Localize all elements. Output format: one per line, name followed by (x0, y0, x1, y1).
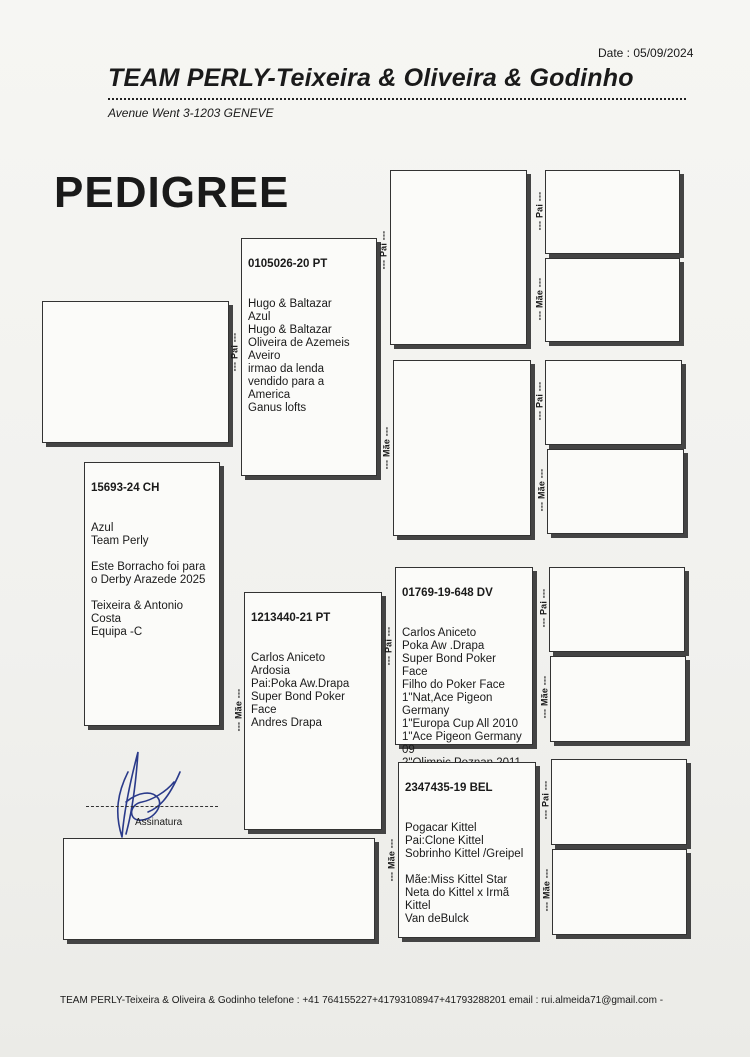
dam-box (244, 592, 382, 830)
subject-ring-number: 15693-24 CH (91, 482, 160, 494)
title-divider (108, 98, 686, 100)
ggp-box-2 (545, 258, 680, 342)
subject-box (84, 462, 220, 726)
ggp-7-pai-label: --- Pai --- (540, 780, 551, 820)
dam-sire-details: Carlos Aniceto Poka Aw .Drapa Super Bond Poker Face Filho do Poker Face 1"Nat,Ace Pigeon Germany 1"Europa Cup All 2010 1"Ace Pigeon Germany 09 (402, 627, 522, 756)
ggp-1-pai-label: --- Pai --- (534, 191, 545, 231)
ggp-6-mae-label: --- Mãe --- (539, 675, 550, 719)
team-address: Avenue Went 3-1203 GENEVE (108, 106, 274, 120)
dam-sire-pai-label: --- Pai --- (383, 626, 394, 666)
dam-dam-box (398, 762, 536, 938)
dam-ring-number: 1213440-21 PT (251, 612, 331, 624)
dam-sire-text (402, 574, 528, 770)
footer-contact: TEAM PERLY-Teixeira & Oliveira & Godinho telefone : +41 764155227+41793108947+41793288201 email : rui.almeida71@gmail.com - (60, 995, 664, 1006)
ggp-box-3 (545, 360, 682, 445)
dam-dam-ring-number: 2347435-19 BEL (405, 782, 493, 794)
sire-sire-pai-label: --- Pai --- (378, 230, 389, 270)
sire-dam-mae-label: --- Mãe --- (381, 426, 392, 470)
handwritten-signature (108, 742, 188, 846)
dam-mae-label: --- Mãe --- (233, 688, 244, 732)
sire-sire-box (390, 170, 527, 345)
subject-text (91, 469, 215, 639)
notes-box (63, 838, 375, 940)
team-title: TEAM PERLY-Teixeira & Oliveira & Godinho (108, 64, 634, 92)
ggp-3-pai-label: --- Pai --- (534, 381, 545, 421)
dam-sire-ring-number: 01769-19-648 DV (402, 587, 493, 599)
ggp-2-mae-label: --- Mãe --- (534, 277, 545, 321)
pedigree-heading: PEDIGREE (54, 168, 290, 217)
ggp-box-1 (545, 170, 680, 254)
print-date: Date : 05/09/2024 (598, 46, 694, 60)
sire-text (248, 245, 372, 415)
ggp-8-mae-label: --- Mãe --- (541, 868, 552, 912)
ggp-4-mae-label: --- Mãe --- (536, 468, 547, 512)
ggp-box-8 (552, 849, 687, 935)
sire-pai-label: --- Pai --- (229, 332, 240, 372)
ggp-5-pai-label: --- Pai --- (538, 588, 549, 628)
ggp-box-4 (547, 449, 684, 534)
dam-details: Carlos Aniceto Ardosia Pai:Poka Aw.Drapa Super Bond Poker Face Andres Drapa (251, 652, 350, 729)
ggp-box-7 (551, 759, 687, 845)
dam-sire-box (395, 567, 533, 756)
dam-dam-mae-label: --- Mãe --- (386, 838, 397, 882)
dam-dam-details: Pogacar Kittel Pai:Clone Kittel Sobrinho Kittel /Greipel Mãe:Miss Kittel Star Neta do Kittel x Irmã Kittel Van deBulck (405, 822, 524, 925)
sire-dam-box (393, 360, 531, 536)
signature-label: Assinatura (135, 817, 183, 828)
dam-text (251, 599, 377, 730)
photo-box (42, 301, 229, 443)
sire-details: Hugo & Baltazar Azul Hugo & Baltazar Oliveira de Azemeis Aveiro irmao da lenda vendido para a America Ganus lofts (248, 298, 350, 414)
sire-ring-number: 0105026-20 PT (248, 258, 328, 270)
signature-line (86, 806, 218, 807)
ggp-box-5 (549, 567, 685, 652)
subject-details: Azul Team Perly Este Borracho foi para o Derby Arazede 2025 Teixeira & Antonio Costa Equipa -C (91, 522, 206, 638)
sire-box (241, 238, 377, 476)
ggp-box-6 (550, 656, 686, 742)
dam-dam-text (405, 769, 531, 926)
